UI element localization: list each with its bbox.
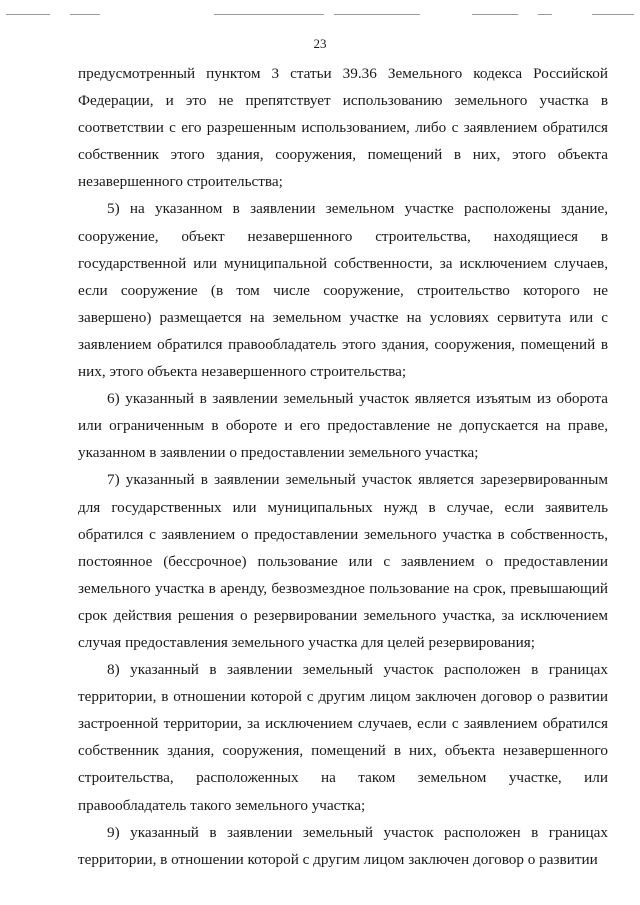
paragraph-item-5: 5) на указанном в заявлении земельном участке расположены здание, сооружение, объект незавершенного строительства, находящиеся в государственной или муниципальной собственности, за исключением случаев, если сооружение (в том числе сооружение, строительство которого не завершено) размещается на земельном участке на условиях сервитута или с заявлением обратился правообладатель этого здания, сооружения, помещений в них, этого объекта незавершенного строительства; [78, 200, 608, 381]
paragraph-item-7: 7) указанный в заявлении земельный участок является зарезервированным для государственных или муниципальных нужд в случае, если заявитель обратился с заявлением о предоставлении земельного участка в собственность, постоянное (бессрочное) пользование или с заявлением о предоставлении земельного участка в аренду, безвозмездное пользование на срок, превышающий срок действия решения о резервировании земельного участка, за исключением случая предоставления земельного участка для целей резервирования; [78, 471, 608, 651]
scan-header-artifacts [0, 0, 640, 26]
paragraph-continuation: предусмотренный пунктом 3 статьи 39.36 Земельного кодекса Российской Федерации, и это не препятствует использованию земельного участка в соответствии с его разрешенным использованием, либо с заявлением обратился собственник этого здания, сооружения, помещений в них, этого объекта незавершенного строительства; [78, 65, 608, 191]
page-number: 23 [313, 36, 327, 51]
paragraph-item-8: 8) указанный в заявлении земельный участок расположен в границах территории, в отношении которой с другим лицом заключен договор о развитии застроенной территории, за исключением случаев, если с заявлением обратился собственник здания, сооружения, помещений в них, объекта незавершенного строительства, расположенных на таком земельном участке, или правообладатель такого земельного участка; [78, 661, 608, 814]
paragraph-item-6: 6) указанный в заявлении земельный участок является изъятым из оборота или ограниченным в обороте и его предоставление не допускается на праве, указанном в заявлении о предоставлении земельного участка; [78, 390, 608, 462]
paragraph-item-9: 9) указанный в заявлении земельный участок расположен в границах территории, в отношении которой с другим лицом заключен договор о развитии [78, 823, 608, 868]
document-body [78, 60, 608, 873]
